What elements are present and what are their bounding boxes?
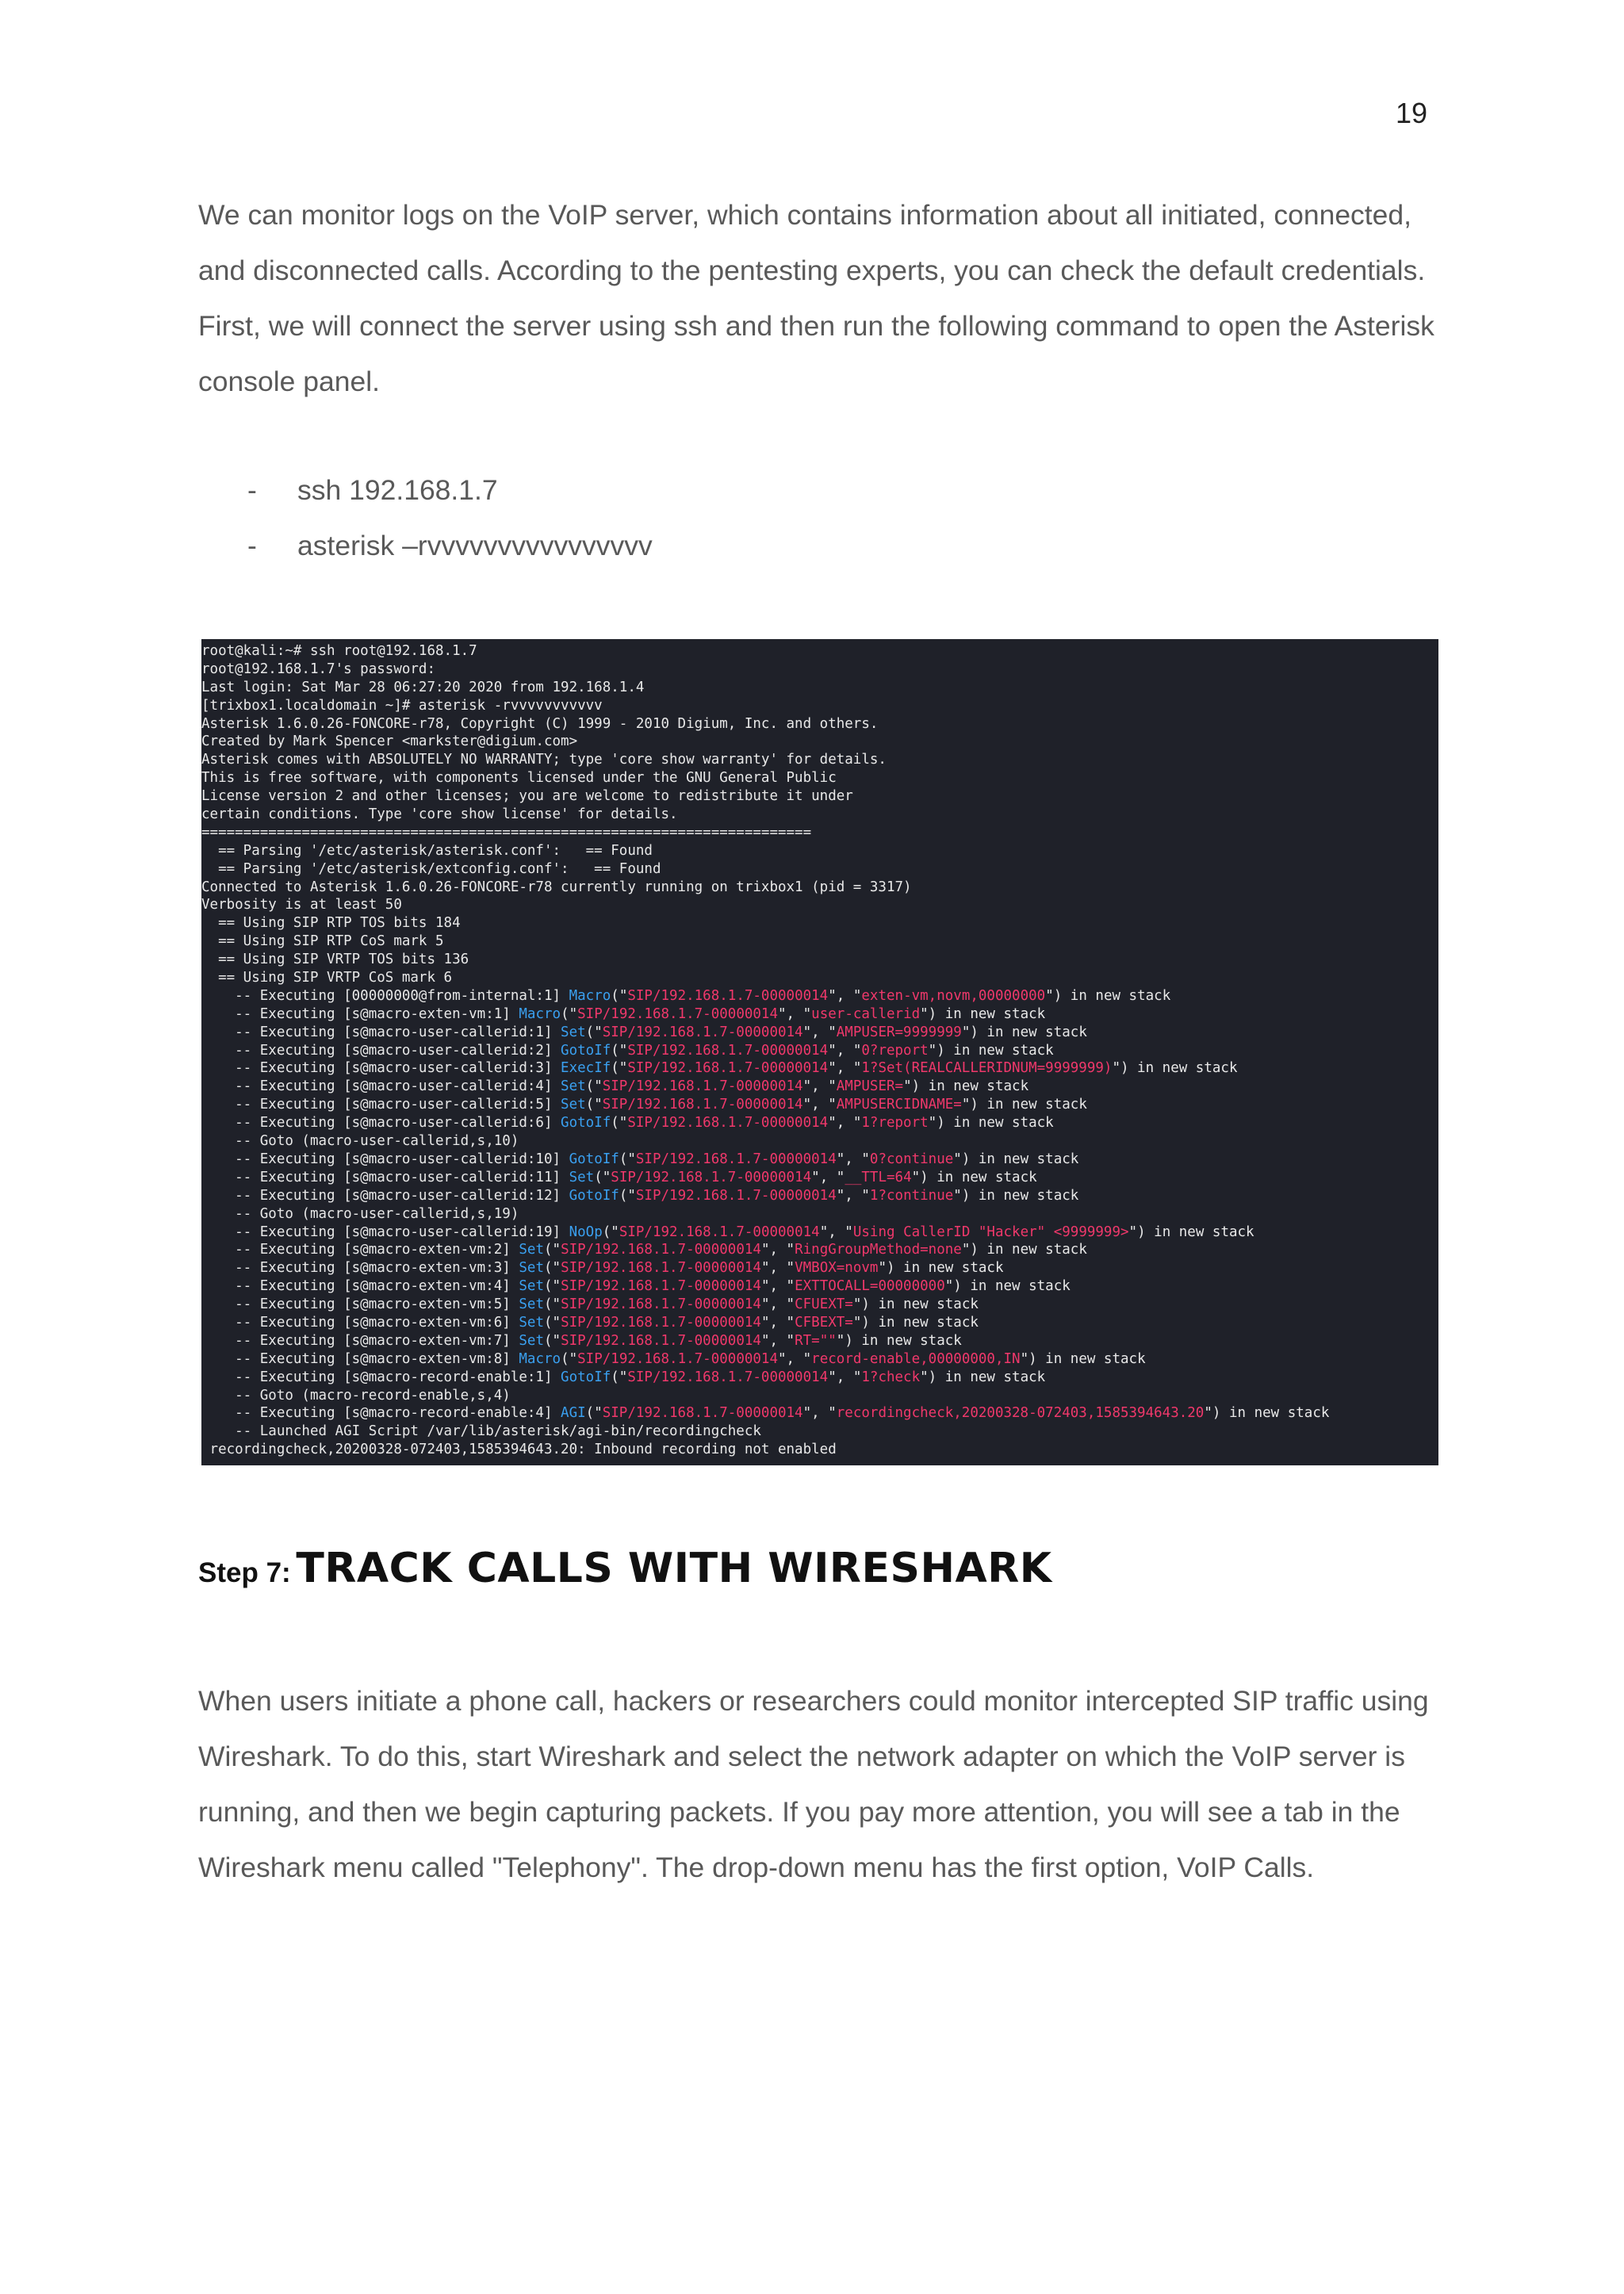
terminal-text: -- Goto (macro-user-callerid,s,10) bbox=[201, 1133, 519, 1150]
terminal-string: SIP/192.168.1.7-00000014 bbox=[611, 1169, 812, 1185]
terminal-string: SIP/192.168.1.7-00000014 bbox=[602, 1078, 803, 1095]
terminal-text: root@192.168.1.7's password: bbox=[201, 661, 436, 677]
terminal-text: (" bbox=[543, 1260, 561, 1277]
terminal-line bbox=[201, 733, 1438, 751]
terminal-text: ") in new stack bbox=[1045, 987, 1171, 1004]
command-item bbox=[198, 462, 653, 518]
terminal-string: CFUEXT= bbox=[795, 1296, 853, 1313]
terminal-text: == Parsing '/etc/asterisk/extconfig.conf': == Found bbox=[201, 860, 661, 877]
terminal-line bbox=[201, 1404, 1438, 1423]
terminal-text: ", " bbox=[760, 1296, 795, 1313]
terminal-string: SIP/192.168.1.7-00000014 bbox=[635, 1151, 837, 1167]
terminal-line bbox=[201, 824, 1438, 842]
terminal-text: ") in new stack bbox=[1204, 1405, 1330, 1422]
terminal-text: ") in new stack bbox=[920, 1369, 1046, 1385]
terminal-string: SIP/192.168.1.7-00000014 bbox=[561, 1314, 761, 1331]
terminal-text: == Using SIP VRTP TOS bits 136 bbox=[201, 952, 469, 968]
command-text: ssh 192.168.1.7 bbox=[297, 474, 498, 506]
terminal-line bbox=[201, 879, 1438, 897]
terminal-line bbox=[201, 1059, 1438, 1078]
terminal-line bbox=[201, 787, 1438, 806]
terminal-line bbox=[201, 1024, 1438, 1042]
terminal-text: -- Executing [s@macro-user-callerid:19] bbox=[201, 1224, 569, 1240]
terminal-function: GotoIf bbox=[569, 1187, 619, 1204]
terminal-line bbox=[201, 914, 1438, 933]
terminal-string: SIP/192.168.1.7-00000014 bbox=[602, 1024, 803, 1040]
command-text: asterisk –rvvvvvvvvvvvvvvvv bbox=[297, 530, 653, 561]
terminal-text: certain conditions. Type 'core show license' for details. bbox=[201, 806, 678, 823]
terminal-text: ", " bbox=[828, 1042, 862, 1059]
terminal-string: SIP/192.168.1.7-00000014 bbox=[619, 1224, 820, 1240]
terminal-text: ") in new stack bbox=[953, 1151, 1079, 1167]
terminal-text: root@kali:~# ssh root@192.168.1.7 bbox=[201, 643, 477, 659]
terminal-text: == Using SIP RTP TOS bits 184 bbox=[201, 915, 461, 932]
terminal-text: -- Executing [s@macro-user-callerid:4] bbox=[201, 1078, 561, 1095]
terminal-line bbox=[201, 1114, 1438, 1132]
terminal-string: RT="" bbox=[795, 1332, 837, 1349]
terminal-text: ", " bbox=[819, 1224, 853, 1240]
step-label: Step 7 bbox=[198, 1557, 282, 1588]
terminal-line bbox=[201, 1369, 1438, 1387]
terminal-text: -- Executing [s@macro-exten-vm:6] bbox=[201, 1314, 519, 1331]
terminal-text: (" bbox=[543, 1242, 561, 1258]
terminal-text: ") in new stack bbox=[944, 1278, 1071, 1295]
terminal-function: Set bbox=[519, 1314, 544, 1331]
terminal-string: record-enable,00000000,IN bbox=[811, 1350, 1021, 1367]
terminal-text: ", " bbox=[778, 1350, 812, 1367]
terminal-text: (" bbox=[543, 1332, 561, 1349]
list-bullet: - bbox=[247, 474, 257, 506]
terminal-string: SIP/192.168.1.7-00000014 bbox=[602, 1405, 803, 1422]
terminal-text: ") in new stack bbox=[920, 1005, 1046, 1022]
terminal-line bbox=[201, 842, 1438, 860]
terminal-line bbox=[201, 661, 1438, 679]
terminal-text: (" bbox=[585, 1078, 603, 1095]
terminal-string: SIP/192.168.1.7-00000014 bbox=[561, 1332, 761, 1349]
terminal-function: Set bbox=[519, 1242, 544, 1258]
terminal-function: Macro bbox=[519, 1350, 561, 1367]
terminal-text: -- Executing [s@macro-exten-vm:1] bbox=[201, 1005, 519, 1022]
terminal-text: ", " bbox=[760, 1260, 795, 1277]
terminal-text: ") in new stack bbox=[1112, 1060, 1238, 1077]
terminal-string: SIP/192.168.1.7-00000014 bbox=[635, 1187, 837, 1204]
terminal-string: SIP/192.168.1.7-00000014 bbox=[561, 1296, 761, 1313]
terminal-text: ", " bbox=[836, 1187, 870, 1204]
terminal-function: Set bbox=[561, 1097, 586, 1113]
terminal-string: SIP/192.168.1.7-00000014 bbox=[627, 1369, 829, 1385]
terminal-function: Set bbox=[519, 1260, 544, 1277]
terminal-line bbox=[201, 1423, 1438, 1441]
terminal-line bbox=[201, 1205, 1438, 1224]
terminal-string: SIP/192.168.1.7-00000014 bbox=[561, 1260, 761, 1277]
terminal-text: -- Executing [s@macro-user-callerid:5] bbox=[201, 1097, 561, 1113]
command-item bbox=[198, 518, 653, 573]
terminal-string: AMPUSER= bbox=[836, 1078, 904, 1095]
terminal-line bbox=[201, 951, 1438, 969]
terminal-function: ExecIf bbox=[561, 1060, 611, 1077]
terminal-text: ") in new stack bbox=[836, 1332, 962, 1349]
terminal-text: -- Goto (macro-record-enable,s,4) bbox=[201, 1387, 511, 1404]
terminal-text: ", " bbox=[760, 1278, 795, 1295]
terminal-function: GotoIf bbox=[561, 1369, 611, 1385]
terminal-string: AMPUSERCIDNAME= bbox=[836, 1097, 962, 1113]
terminal-text: -- Executing [s@macro-user-callerid:1] bbox=[201, 1024, 561, 1040]
terminal-text: ", " bbox=[802, 1024, 837, 1040]
terminal-function: Set bbox=[569, 1169, 595, 1185]
terminal-text: -- Executing [s@macro-user-callerid:6] bbox=[201, 1115, 561, 1132]
terminal-text: ", " bbox=[778, 1005, 812, 1022]
terminal-text: (" bbox=[619, 1187, 636, 1204]
terminal-text: ") in new stack bbox=[961, 1097, 1087, 1113]
terminal-string: SIP/192.168.1.7-00000014 bbox=[577, 1350, 779, 1367]
terminal-string: EXTTOCALL=00000000 bbox=[795, 1278, 945, 1295]
terminal-text: ") in new stack bbox=[961, 1024, 1087, 1040]
terminal-text: -- Executing [s@macro-record-enable:4] bbox=[201, 1405, 561, 1422]
terminal-line bbox=[201, 1296, 1438, 1314]
terminal-text: ", " bbox=[760, 1332, 795, 1349]
terminal-line bbox=[201, 715, 1438, 733]
terminal-line bbox=[201, 1078, 1438, 1096]
terminal-text: (" bbox=[543, 1278, 561, 1295]
terminal-text: ", " bbox=[836, 1151, 870, 1167]
terminal-text: -- Goto (macro-user-callerid,s,19) bbox=[201, 1205, 519, 1222]
terminal-string: Using CallerID "Hacker" <9999999> bbox=[852, 1224, 1129, 1240]
terminal-line bbox=[201, 1151, 1438, 1169]
terminal-text: (" bbox=[585, 1024, 603, 1040]
terminal-text: -- Launched AGI Script /var/lib/asterisk/agi-bin/recordingcheck bbox=[201, 1423, 761, 1440]
terminal-line bbox=[201, 1387, 1438, 1405]
terminal-line bbox=[201, 679, 1438, 697]
terminal-line bbox=[201, 1332, 1438, 1350]
terminal-text: (" bbox=[619, 1151, 636, 1167]
terminal-text: ") in new stack bbox=[852, 1296, 979, 1313]
terminal-function: GotoIf bbox=[561, 1115, 611, 1132]
terminal-line bbox=[201, 1224, 1438, 1242]
terminal-string: exten-vm,novm,00000000 bbox=[861, 987, 1046, 1004]
step-title: TRACK CALLS WITH WIRESHARK bbox=[296, 1545, 1052, 1592]
terminal-line bbox=[201, 1350, 1438, 1369]
terminal-string: 0?report bbox=[861, 1042, 929, 1059]
terminal-text: -- Executing [s@macro-exten-vm:7] bbox=[201, 1332, 519, 1349]
terminal-text: -- Executing [s@macro-user-callerid:12] bbox=[201, 1187, 569, 1204]
terminal-line bbox=[201, 1314, 1438, 1332]
terminal-line bbox=[201, 860, 1438, 879]
terminal-text: -- Executing [s@macro-exten-vm:5] bbox=[201, 1296, 519, 1313]
terminal-line bbox=[201, 697, 1438, 715]
terminal-text: Asterisk comes with ABSOLUTELY NO WARRANTY; type 'core show warranty' for details. bbox=[201, 752, 887, 768]
terminal-text: Verbosity is at least 50 bbox=[201, 897, 402, 913]
terminal-function: GotoIf bbox=[569, 1151, 619, 1167]
terminal-string: SIP/192.168.1.7-00000014 bbox=[602, 1097, 803, 1113]
terminal-string: VMBOX=novm bbox=[795, 1260, 879, 1277]
terminal-text: -- Executing [s@macro-exten-vm:3] bbox=[201, 1260, 519, 1277]
terminal-string: SIP/192.168.1.7-00000014 bbox=[627, 987, 829, 1004]
terminal-text: ========================================================================= bbox=[201, 824, 812, 841]
terminal-text: -- Executing [00000000@from-internal:1] bbox=[201, 987, 569, 1004]
terminal-text: -- Executing [s@macro-user-callerid:2] bbox=[201, 1042, 561, 1059]
terminal-text: ", " bbox=[802, 1097, 837, 1113]
terminal-line bbox=[201, 987, 1438, 1005]
terminal-function: Set bbox=[561, 1024, 586, 1040]
terminal-string: 0?continue bbox=[869, 1151, 954, 1167]
terminal-text: (" bbox=[561, 1005, 578, 1022]
terminal-string: 1?report bbox=[861, 1115, 929, 1132]
terminal-line bbox=[201, 769, 1438, 787]
terminal-line bbox=[201, 642, 1438, 661]
command-list bbox=[198, 462, 653, 573]
terminal-string: AMPUSER=9999999 bbox=[836, 1024, 962, 1040]
terminal-text: License version 2 and other licenses; you are welcome to redistribute it under bbox=[201, 788, 853, 805]
terminal-line bbox=[201, 751, 1438, 769]
terminal-screenshot bbox=[201, 639, 1438, 1465]
terminal-text: ") in new stack bbox=[928, 1042, 1054, 1059]
terminal-string: SIP/192.168.1.7-00000014 bbox=[627, 1115, 829, 1132]
terminal-string: SIP/192.168.1.7-00000014 bbox=[627, 1042, 829, 1059]
terminal-text: ", " bbox=[760, 1314, 795, 1331]
intro-paragraph: We can monitor logs on the VoIP server, which contains information about all initiated, connected, and disconnected calls. According to the pentesting experts, you can check the default credentials. First, we will connect the server using ssh and then run the following command to open the Asterisk console panel. bbox=[198, 199, 1434, 397]
terminal-string: SIP/192.168.1.7-00000014 bbox=[561, 1278, 761, 1295]
terminal-line bbox=[201, 1132, 1438, 1151]
terminal-line bbox=[201, 933, 1438, 951]
terminal-text: == Using SIP VRTP CoS mark 6 bbox=[201, 970, 453, 986]
terminal-text: (" bbox=[611, 1369, 628, 1385]
terminal-text: ") in new stack bbox=[928, 1115, 1054, 1132]
terminal-string: SIP/192.168.1.7-00000014 bbox=[577, 1005, 779, 1022]
terminal-text: == Parsing '/etc/asterisk/asterisk.conf': == Found bbox=[201, 842, 653, 859]
terminal-string: __TTL=64 bbox=[845, 1169, 912, 1185]
terminal-text: Last login: Sat Mar 28 06:27:20 2020 from 192.168.1.4 bbox=[201, 679, 645, 695]
terminal-text: ") in new stack bbox=[953, 1187, 1079, 1204]
list-bullet: - bbox=[247, 530, 257, 561]
terminal-text: ", " bbox=[802, 1078, 837, 1095]
terminal-string: SIP/192.168.1.7-00000014 bbox=[561, 1242, 761, 1258]
terminal-line bbox=[201, 1277, 1438, 1296]
terminal-line bbox=[201, 1096, 1438, 1114]
terminal-text: ", " bbox=[802, 1405, 837, 1422]
step-colon: : bbox=[282, 1557, 291, 1588]
step-heading bbox=[198, 1545, 1052, 1592]
terminal-function: Macro bbox=[519, 1005, 561, 1022]
terminal-text: -- Executing [s@macro-user-callerid:10] bbox=[201, 1151, 569, 1167]
terminal-line bbox=[201, 1042, 1438, 1060]
terminal-text: (" bbox=[611, 987, 628, 1004]
terminal-text: ", " bbox=[828, 987, 862, 1004]
terminal-text: -- Executing [s@macro-record-enable:1] bbox=[201, 1369, 561, 1385]
terminal-text: ", " bbox=[828, 1115, 862, 1132]
terminal-text: (" bbox=[602, 1224, 619, 1240]
terminal-text: ") in new stack bbox=[852, 1314, 979, 1331]
terminal-line bbox=[201, 1187, 1438, 1205]
terminal-line bbox=[201, 1259, 1438, 1277]
terminal-text: ", " bbox=[811, 1169, 845, 1185]
terminal-function: NoOp bbox=[569, 1224, 603, 1240]
terminal-text: (" bbox=[611, 1060, 628, 1077]
terminal-function: Set bbox=[519, 1332, 544, 1349]
terminal-line bbox=[201, 969, 1438, 987]
terminal-function: AGI bbox=[561, 1405, 586, 1422]
terminal-text: Asterisk 1.6.0.26-FONCORE-r78, Copyright (C) 1999 - 2010 Digium, Inc. and others. bbox=[201, 715, 879, 732]
terminal-string: user-callerid bbox=[811, 1005, 921, 1022]
terminal-text: -- Executing [s@macro-exten-vm:2] bbox=[201, 1242, 519, 1258]
terminal-text: Connected to Asterisk 1.6.0.26-FONCORE-r78 currently running on trixbox1 (pid = 3317) bbox=[201, 879, 912, 895]
terminal-text: ") in new stack bbox=[878, 1260, 1004, 1277]
terminal-string: RingGroupMethod=none bbox=[795, 1242, 962, 1258]
terminal-text: ") in new stack bbox=[961, 1242, 1087, 1258]
terminal-line bbox=[201, 1005, 1438, 1024]
terminal-string: 1?continue bbox=[869, 1187, 954, 1204]
terminal-text: (" bbox=[594, 1169, 611, 1185]
terminal-text: -- Executing [s@macro-user-callerid:11] bbox=[201, 1169, 569, 1185]
terminal-function: Macro bbox=[569, 987, 611, 1004]
terminal-text: ") in new stack bbox=[903, 1078, 1029, 1095]
terminal-function: GotoIf bbox=[561, 1042, 611, 1059]
terminal-text: -- Executing [s@macro-user-callerid:3] bbox=[201, 1060, 561, 1077]
terminal-line bbox=[201, 1169, 1438, 1187]
terminal-string: CFBEXT= bbox=[795, 1314, 853, 1331]
terminal-text: (" bbox=[585, 1097, 603, 1113]
terminal-text: -- Executing [s@macro-exten-vm:8] bbox=[201, 1350, 519, 1367]
terminal-function: Set bbox=[519, 1296, 544, 1313]
terminal-string: recordingcheck,20200328-072403,1585394643.20 bbox=[836, 1405, 1205, 1422]
terminal-text: [trixbox1.localdomain ~]# asterisk -rvvvvvvvvvvv bbox=[201, 697, 603, 714]
terminal-text: (" bbox=[543, 1314, 561, 1331]
terminal-text: recordingcheck,20200328-072403,1585394643.20: Inbound recording not enabled bbox=[201, 1442, 837, 1458]
terminal-line bbox=[201, 1441, 1438, 1459]
terminal-line bbox=[201, 896, 1438, 914]
terminal-text: (" bbox=[611, 1115, 628, 1132]
terminal-text: (" bbox=[543, 1296, 561, 1313]
terminal-string: 1?Set(REALCALLERIDNUM=9999999) bbox=[861, 1060, 1113, 1077]
terminal-line bbox=[201, 1241, 1438, 1259]
terminal-text: ") in new stack bbox=[1128, 1224, 1254, 1240]
terminal-line bbox=[201, 806, 1438, 824]
terminal-text: (" bbox=[611, 1042, 628, 1059]
wireshark-paragraph: When users initiate a phone call, hackers or researchers could monitor intercepted SIP traffic using Wireshark. To do this, start Wireshark and select the network adapter on which the VoIP server is running, and then we begin capturing packets. If you pay more attention, you will see a tab in the Wireshark menu called "Telephony". The drop-down menu has the first option, VoIP Calls. bbox=[198, 1685, 1429, 1883]
terminal-text: ", " bbox=[760, 1242, 795, 1258]
terminal-text: ") in new stack bbox=[911, 1169, 1037, 1185]
terminal-text: -- Executing [s@macro-exten-vm:4] bbox=[201, 1278, 519, 1295]
page-number: 19 bbox=[1395, 97, 1427, 129]
terminal-string: 1?check bbox=[861, 1369, 921, 1385]
terminal-text: == Using SIP RTP CoS mark 5 bbox=[201, 933, 444, 950]
terminal-text: Created by Mark Spencer <markster@digium.com> bbox=[201, 733, 578, 750]
terminal-function: Set bbox=[561, 1078, 586, 1095]
terminal-text: ", " bbox=[828, 1369, 862, 1385]
terminal-text: (" bbox=[585, 1405, 603, 1422]
terminal-function: Set bbox=[519, 1278, 544, 1295]
terminal-text: ", " bbox=[828, 1060, 862, 1077]
terminal-text: (" bbox=[561, 1350, 578, 1367]
terminal-text: This is free software, with components licensed under the GNU General Public bbox=[201, 770, 837, 787]
terminal-text: ") in new stack bbox=[1020, 1350, 1146, 1367]
terminal-string: SIP/192.168.1.7-00000014 bbox=[627, 1060, 829, 1077]
